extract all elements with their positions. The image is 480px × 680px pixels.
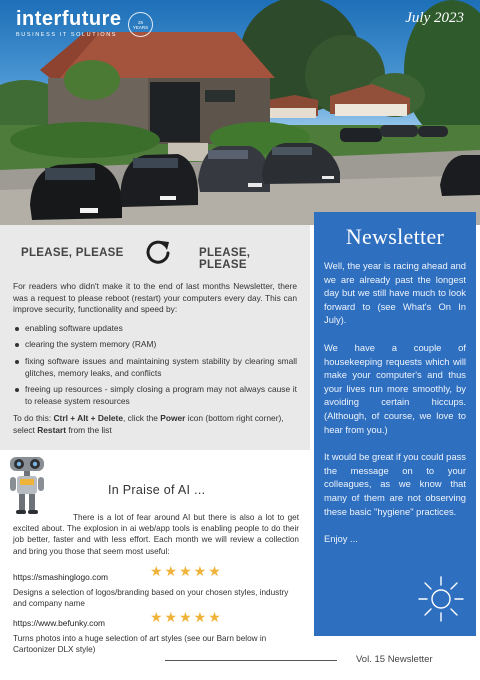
- sun-icon: [416, 574, 466, 624]
- heading-right: PLEASE, PLEASE: [199, 247, 251, 271]
- newsletter-sidebar: [314, 212, 476, 636]
- todo-suffix: from the list: [66, 424, 112, 435]
- todo-restart: Restart: [37, 424, 67, 435]
- anniversary-badge: [128, 12, 153, 37]
- reboot-instructions: [13, 413, 297, 436]
- sidebar-paragraph: Enjoy ...: [324, 533, 358, 545]
- list-item: enabling software updates: [13, 323, 297, 335]
- issue-date: July 2023: [405, 10, 464, 26]
- sidebar-paragraph: Well, the year is racing ahead and we are already past the longest day but we still have much to look forward to (see What's On In July).: [324, 260, 466, 326]
- list-item: fixing software issues and maintaining system stability by clearing small glitches, memory leaks, and conflicts: [13, 356, 297, 379]
- tool-item: [13, 609, 303, 655]
- badge-label: YEARS: [132, 25, 149, 30]
- brand-tagline: BUSINESS IT SOLUTIONS: [16, 32, 118, 38]
- reboot-article: [0, 225, 310, 450]
- footer-volume: Vol. 15 Newsletter: [356, 654, 433, 665]
- ai-intro: There is a lot of fear around AI but there is also a lot to get excited about. The explosion in ai web/app tools is enabling people to do their job better, faster and with less effort. Each month we will review a collection and bring you those that seem most useful:: [13, 513, 299, 556]
- todo-mid: , click the: [123, 413, 161, 424]
- footer-divider: [165, 660, 337, 661]
- heading-left: PLEASE, PLEASE: [21, 247, 124, 259]
- todo-keys: Ctrl + Alt + Delete: [53, 413, 124, 424]
- list-item: clearing the system memory (RAM): [13, 339, 297, 351]
- brand-name: interfuture: [16, 8, 122, 30]
- sidebar-paragraph: We have a couple of housekeeping requests which will make your computer's and thus your lives run more smoothly, by avoiding certain hiccups. (Although, of course, we love to hear from you.): [324, 341, 466, 435]
- sidebar-title: Newsletter: [345, 224, 445, 249]
- todo-power: Power: [160, 413, 186, 424]
- hero-photo: [0, 0, 480, 225]
- sidebar-paragraph: It would be great if you could pass the message on to your colleagues, as we know that many of them are not observing these basic "hygiene" practices.: [324, 451, 466, 517]
- reboot-intro: For readers who didn't make it to the end of last months Newsletter, there was a request to please reboot (restart) your computers every day. This can improve security, functionality and speed by:: [13, 281, 297, 315]
- tool-description: Designs a selection of logos/branding based on your chosen styles, industry and company name: [13, 588, 289, 608]
- tool-url[interactable]: https://smashinglogo.com: [13, 572, 108, 582]
- brand-logo: [16, 9, 122, 39]
- ai-article: [0, 455, 310, 654]
- tool-item: [13, 563, 303, 609]
- list-item: freeing up resources - simply closing a program may not always cause it to release system resources: [13, 384, 297, 407]
- robot-icon: [6, 455, 48, 515]
- reboot-heading: [13, 225, 297, 281]
- reboot-tips-list: [13, 323, 297, 408]
- badge-number: 25: [137, 20, 143, 25]
- todo-mid2: icon (bottom right corner), select: [13, 413, 284, 435]
- star-rating: ★★★★★: [150, 609, 223, 625]
- todo-prefix: To do this:: [13, 413, 54, 424]
- star-rating: ★★★★★: [150, 563, 223, 579]
- ai-title: In Praise of AI ...: [108, 483, 206, 497]
- tool-description: Turns photos into a huge selection of art styles (see our Barn below in Cartoonizer DLX style): [13, 634, 267, 654]
- tool-url[interactable]: https://www.befunky.com: [13, 618, 106, 628]
- restart-icon: [143, 237, 173, 267]
